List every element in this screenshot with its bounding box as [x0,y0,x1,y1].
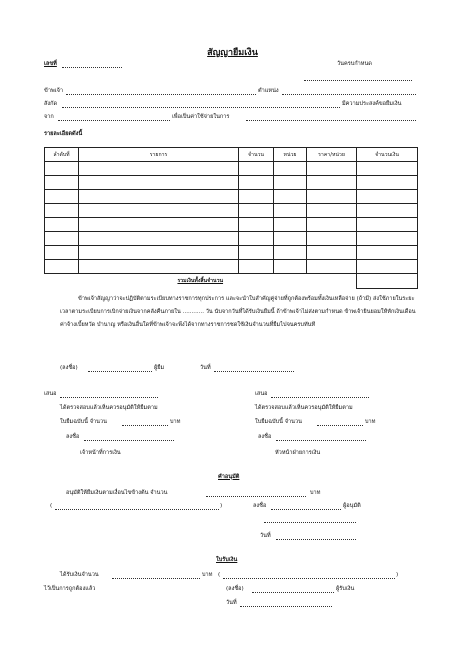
approver-sign-label: ลงชื่อ [253,503,267,509]
approve-date-field[interactable] [276,539,356,540]
baht-left: บาท [170,419,181,425]
received-amount-field[interactable] [112,578,200,579]
propose-field-left[interactable] [60,397,158,398]
table-row[interactable] [45,204,418,218]
approver-name-field[interactable] [264,522,356,523]
approve-paren-close: ) [220,503,223,509]
total-cell[interactable] [357,274,418,289]
propose-label-left: เสนอ [44,391,57,397]
due-date-field[interactable] [304,80,412,81]
table-row[interactable] [45,260,418,274]
from-label: จาก [44,114,54,120]
received-text: ได้รับเงินจำนวน [60,572,99,578]
total-row [45,274,418,289]
document-title: สัญญายืมเงิน [207,48,258,58]
checked-text-left: ได้ตรวจสอบแล้วเห็นควรอนุมัติให้ยืมตาม [60,405,158,411]
due-label: วันครบกำหนด [337,61,372,67]
receiver-sign-field[interactable] [252,592,334,593]
header-cell: หน่วย [274,148,307,162]
position-label: ตำแหน่ง [258,88,279,94]
borrower-label: ข้าพเจ้า [44,88,63,94]
finance-officer-title: เจ้าหน้าที่การเงิน [80,450,121,456]
position-field[interactable] [282,94,416,95]
receipt-date-field[interactable] [240,606,332,607]
approve-baht: บาท [310,490,321,496]
propose-label-right: เสนอ [255,391,268,397]
received-paren-close: ) [396,572,399,578]
borrower-sign-field[interactable] [88,371,152,372]
sign-label-right: ลงชื่อ [258,434,272,440]
terms-paragraph: ข้าพเจ้าสัญญาว่าจะปฏิบัติตามระเบียบทางราชการทุกประการ และจะนำใบสำคัญคู่จ่ายที่ถูกต้องพร้อมทั้งเงินเหลือจ่าย (ถ้ามี) ส่งใช้ภายในระยะเวลาตามระเบียบการเบิกจ่ายเงินจากคลังคืนภายใน ............ วัน นับจากวันที่ได้รับเงินยืมนี้ ถ้าข้าพเจ้าไม่ส่งตามกำหนด ข้าพเจ้ายินยอมให้หักเงินเดือน ค่าจ้างเบี้ยหวัด บำนาญ หรือเงินอื่นใดที่ข้าพเจ้าจะพึงได้จากทางราชการชดใช้เงินจำนวนที่ยืมไปจนครบทันที [60,296,416,328]
contract-amount-right: ใบยืมฉบับนี้ จำนวน [255,419,302,425]
propose-field-right[interactable] [271,397,369,398]
finance-head-title: หัวหน้าฝ่ายการเงิน [275,450,321,456]
sign-label-left: ลงชื่อ [66,434,80,440]
borrower-field[interactable] [66,94,256,95]
approver-title: ผู้อนุมัติ [343,503,361,509]
table-row[interactable] [45,176,418,190]
approver-sign-field[interactable] [271,509,341,510]
approve-amount-field[interactable] [206,496,306,497]
borrower-date-label: วันที่ [200,365,211,371]
received-paren-open: ( [218,572,221,578]
approve-paren-open: ( [50,503,53,509]
header-cell: จำนวนเงิน [357,148,418,162]
table-row[interactable] [45,232,418,246]
borrower-title: ผู้ยืม [154,365,165,371]
table-row[interactable] [45,162,418,176]
dept-field[interactable] [62,107,340,108]
usefor-label: เพื่อเป็นค่าใช้จ่ายในการ [172,114,230,120]
receiver-title: ผู้รับเงิน [336,586,355,592]
contract-amount-left: ใบยืมฉบับนี้ จำนวน [60,419,107,425]
received-baht: บาท [202,572,213,578]
purpose-label: มีความประสงค์ขอยืมเงิน [342,101,402,107]
amount-field-right[interactable] [317,425,363,426]
header-cell: ลำดับที่ [45,148,79,162]
checked-text-right: ได้ตรวจสอบแล้วเห็นควรอนุมัติให้ยืมตาม [255,405,353,411]
items-table [44,147,418,289]
details-label: รายละเอียดดังนี้ [44,131,83,137]
usefor-field[interactable] [246,120,416,121]
no-field[interactable] [62,67,122,68]
from-field[interactable] [58,120,170,121]
receiver-sign-label: (ลงชื่อ) [226,586,244,592]
borrower-date-field[interactable] [214,371,294,372]
borrower-sign-label: (ลงชื่อ) [60,365,78,371]
total-label: รวมเงินทั้งสิ้นจำนวน [45,274,357,289]
table-row[interactable] [45,190,418,204]
amount-field-left[interactable] [122,425,168,426]
approval-title: คำอนุมัติ [218,474,240,480]
header-cell: ราคา/หน่วย [307,148,357,162]
table-row[interactable] [45,218,418,232]
received-text-field[interactable] [223,578,395,579]
receipt-date-label: วันที่ [226,600,237,606]
table-header-row [45,148,418,162]
table-row[interactable] [45,246,418,260]
header-cell: จำนวน [239,148,274,162]
dept-label: สังกัด [44,101,58,107]
sign-field-right[interactable] [276,440,366,441]
approve-text-field[interactable] [55,509,219,510]
sign-field-left[interactable] [84,440,174,441]
header-cell: รายการ [79,148,239,162]
receipt-title: ใบรับเงิน [216,557,238,563]
correct-text: ไว้เป็นการถูกต้องแล้ว [44,586,96,592]
approve-date-label: วันที่ [260,533,271,539]
baht-right: บาท [365,419,376,425]
approve-text: อนุมัติให้ยืมเงินตามเงื่อนไขข้างต้น จำนวน [66,490,168,496]
no-label: เลขที่ [44,61,57,67]
